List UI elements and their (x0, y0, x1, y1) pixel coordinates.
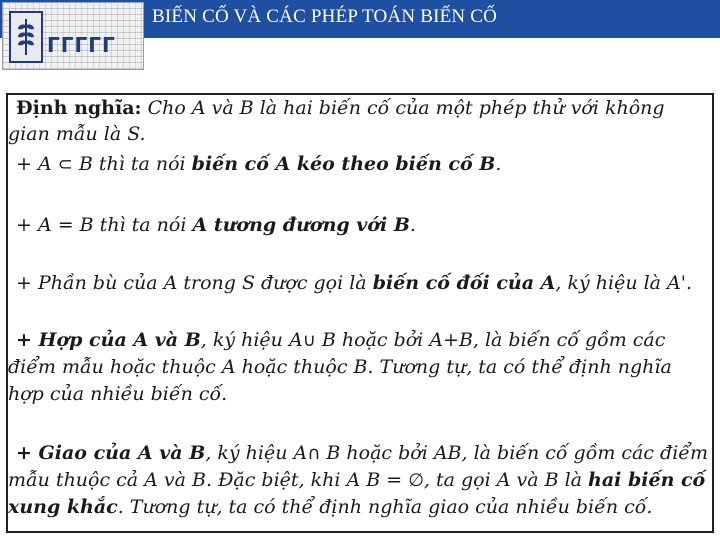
definition-label: Định nghĩa: (16, 97, 142, 119)
subset-symbol: ⊂ (57, 154, 73, 175)
union-line-1: + Hợp của A và B, ký hiệu A∪ B hoặc bởi A+B, là biến cố gồm các (16, 329, 666, 351)
complement-line: + Phần bù của A trong S được gọi là biến cố đối của A, ký hiệu là A'. (16, 272, 693, 294)
definition-box (6, 93, 714, 533)
intersection-line-2: mẫu thuộc cả A và B. Đặc biệt, khi A B = ∅, ta gọi A và B là hai biến cố (8, 469, 706, 491)
intersection-line-3: xung khắc. Tương tự, ta có thể định nghĩa giao của nhiều biến cố. (8, 496, 653, 518)
slide-title: BIẾN CỐ VÀ CÁC PHÉP TOÁN BIẾN CỐ (152, 6, 498, 27)
equivalent-line: + A = B thì ta nói A tương đương với B. (16, 214, 416, 236)
university-logo (2, 2, 144, 70)
union-line-2: điểm mẫu hoặc thuộc A hoặc thuộc B. Tương tự, ta có thể định nghĩa (8, 356, 672, 378)
subset-line: + A ⊂ B thì ta nói biến cố A kéo theo biến cố B. (16, 153, 502, 175)
logo-marks: ГГГГГ (47, 33, 116, 57)
union-symbol: ∪ (302, 330, 316, 351)
intersection-symbol: ∩ (307, 443, 321, 464)
union-line-3: hợp của nhiều biến cố. (8, 383, 228, 405)
definition-line-2: gian mẫu là S. (8, 123, 146, 145)
wheat-logo-icon (9, 11, 43, 63)
intersection-line-1: + Giao của A và B, ký hiệu A∩ B hoặc bởi AB, là biến cố gồm các điểm (16, 442, 708, 464)
empty-set-symbol: ∅ (408, 470, 424, 491)
definition-line-1: Định nghĩa: Cho A và B là hai biến cố của một phép thử với không (16, 97, 665, 119)
